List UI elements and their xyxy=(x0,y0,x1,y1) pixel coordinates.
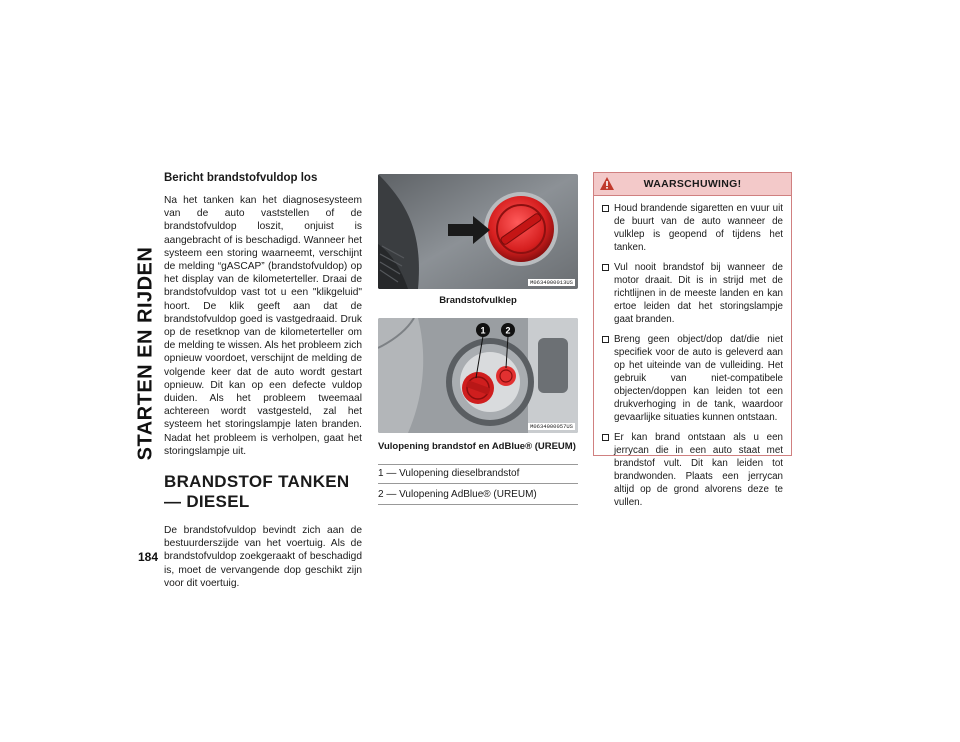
gascap-paragraph: Na het tanken kan het diagnosesysteem van de auto vaststellen of de brandstofvuldop loszit, onjuist is aangebracht of is beschadigd. Wanneer het systeem een storing waarneemt, verschijnt de melding “gASCAP” (brandstofvuldop) op het display van de kilometerteller. Draai de brandstofvuldop vast tot u een "klikgeluid" hoort. De klik geeft aan dat de brandstofvuldop goed is vastgedraaid. Druk op de resetknop van de kilometerteller om de melding te wissen. Als het probleem zich opnieuw voordoet, verschijnt de melding de volgende keer dat de auto wordt gestart opnieuw. Dit kan op een defecte vuldop duiden. Als het probleem tweemaal achtereen wordt vastgesteld, zal het systeem het storingslampje laten branden. Nadat het probleem is verholpen, gaat het storingslampje uit. xyxy=(164,195,362,457)
callout-1: 1 xyxy=(480,325,486,336)
checkbox-bullet-icon xyxy=(602,205,609,212)
figure-code: M0634000013US xyxy=(530,279,573,286)
filler-opening-photo xyxy=(378,318,578,433)
page-number: 184 xyxy=(138,550,159,564)
chapter-side-tab xyxy=(134,168,158,538)
fuel-door-photo xyxy=(378,174,578,289)
checkbox-bullet-icon xyxy=(602,434,609,441)
figure-column xyxy=(378,174,578,505)
warning-item: Breng geen object/dop dat/die niet specifiek voor de auto is geleverd aan op het uiteinde van de vulleiding. Het gebruik van niet-compatibele objecten/doppen kan leiden tot een drukverhoging in de tank, waardoor gevaarlijke situaties kunnen ontstaan. xyxy=(602,333,783,424)
warning-header xyxy=(594,173,791,196)
left-column xyxy=(164,172,362,590)
figure-caption-filler-opening: Vulopening brandstof en AdBlue® (UREUM) xyxy=(378,441,576,452)
warning-list xyxy=(594,196,791,509)
checkbox-bullet-icon xyxy=(602,264,609,271)
warning-item: Vul nooit brandstof bij wanneer de motor draait. Dit is in strijd met de richtlijnen in de meeste landen en kan ertoe leiden dat het storingslampje gaat branden. xyxy=(602,261,783,326)
legend-item-2: 2 — Vulopening AdBlue® (UREUM) xyxy=(378,486,578,505)
fuel-cap-paragraph: De brandstofvuldop bevindt zich aan de bestuurderszijde van het voertuig. Als de brandstofvuldop zoekgeraakt of beschadigd is, moet de vervangende dop geschikt zijn voor dit voertuig. xyxy=(164,525,362,589)
checkbox-bullet-icon xyxy=(602,336,609,343)
warning-title: WAARSCHUWING! xyxy=(643,178,742,190)
subheading-gascap: Bericht brandstofvuldop los xyxy=(164,172,318,184)
fuel-door-illustration xyxy=(378,174,578,289)
chapter-title: STARTEN EN RIJDEN xyxy=(134,246,157,460)
warning-box xyxy=(593,172,792,508)
warning-item: Houd brandende sigaretten en vuur uit de buurt van de auto wanneer de vulklep is geopend of tijdens het tanken. xyxy=(602,202,783,254)
callout-2: 2 xyxy=(505,325,511,336)
warning-triangle-icon xyxy=(599,176,615,191)
legend-item-1: 1 — Vulopening dieselbrandstof xyxy=(378,464,578,484)
warning-item: Er kan brand ontstaan als u een jerrycan die in een auto staat met brandstof vult. Dit kan leiden tot brandwonden. Plaats een jerrycan altijd op de grond alvorens deze te vullen. xyxy=(602,431,783,509)
figure-caption-fuel-door: Brandstofvulklep xyxy=(439,295,517,306)
filler-openings-illustration xyxy=(378,318,578,433)
section-title-diesel: BRANDSTOF TANKEN — DIESEL xyxy=(164,472,350,512)
figure-code: M0634000057US xyxy=(530,423,573,430)
